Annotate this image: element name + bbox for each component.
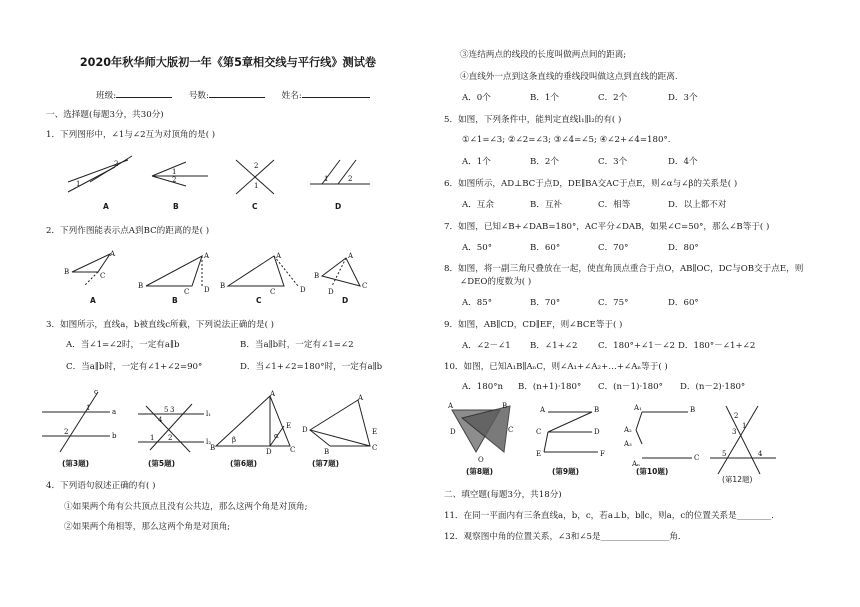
q2-figure-c [220, 252, 306, 296]
svg-text:B: B [210, 444, 216, 452]
q7-option-c[interactable]: C．70° [598, 243, 629, 253]
question-10: 10．如图，已知A₁B∥AₙC，则∠A₁+∠A₂+…+∠Aₙ等于( ) [444, 362, 668, 372]
svg-text:C: C [508, 426, 514, 434]
section-1-heading: 一、选择题(每题3分，共30分) [46, 110, 164, 120]
caption-q8: (第8题) [466, 467, 494, 476]
caption-q3: (第3题) [62, 459, 90, 468]
question-1: 1．下列图形中，∠1与∠2互为对顶角的是( ) [46, 130, 216, 140]
number-field[interactable] [209, 88, 265, 98]
svg-text:A₂: A₂ [624, 426, 632, 434]
question-6: 6．如图所示，AD⊥BC于点D，DE∥BA交AC于点E，则∠α与∠β的关系是( ) [444, 179, 738, 189]
q4-option-a[interactable]: A．0个 [462, 93, 491, 103]
q10-option-a[interactable]: A．180°n [462, 382, 504, 392]
q5-option-c[interactable]: C．3个 [598, 157, 628, 167]
page-title: 2020年秋华师大版初一年《第5章相交线与平行线》测试卷 [79, 56, 377, 69]
svg-text:2: 2 [348, 175, 353, 183]
q5-option-a[interactable]: A．1个 [462, 157, 491, 167]
svg-text:A: A [270, 390, 276, 398]
svg-text:α: α [274, 432, 279, 440]
q7-option-d[interactable]: D．80° [668, 243, 699, 253]
figure-q12 [710, 406, 776, 474]
question-7: 7．如图，已知∠B+∠DAB=180°，AC平分∠DAB，如果∠C=50°，那么∠B等于( ) [444, 222, 770, 232]
caption-q10: (第10题) [636, 467, 669, 476]
q9-option-c[interactable]: C．180°+∠1－∠2 [598, 341, 675, 351]
svg-text:4: 4 [158, 416, 163, 424]
q7-option-a[interactable]: A．50° [462, 243, 493, 253]
svg-text:2: 2 [114, 160, 119, 168]
svg-text:1: 1 [86, 404, 91, 412]
svg-text:A: A [276, 252, 282, 260]
q2-label-a: A [90, 296, 96, 305]
q9-option-a[interactable]: A．∠2－∠1 [462, 341, 511, 351]
svg-text:2: 2 [168, 434, 173, 442]
figure-q9 [536, 406, 605, 458]
svg-text:1: 1 [324, 175, 329, 183]
svg-text:B: B [690, 406, 696, 414]
q2-figure-b [138, 252, 210, 296]
question-4: 4．下列语句叙述正确的有( ) [46, 481, 156, 491]
q8-option-a[interactable]: A．85° [462, 298, 493, 308]
q8-option-c[interactable]: C．75° [598, 298, 629, 308]
q2-figures [60, 248, 370, 296]
q3-option-a[interactable]: A．当∠1=∠2时，一定有a∥b [66, 340, 180, 350]
q1-label-a: A [103, 202, 109, 211]
svg-text:B: B [220, 282, 226, 290]
q1-label-b: B [173, 202, 179, 211]
caption-q9: (第9题) [552, 467, 580, 476]
svg-text:5: 5 [164, 406, 169, 414]
svg-text:A₁: A₁ [634, 404, 642, 412]
q2-label-d: D [342, 296, 349, 305]
q9-option-b[interactable]: B．∠1+∠2 [530, 341, 578, 351]
svg-text:F: F [600, 450, 605, 458]
svg-text:β: β [232, 436, 237, 444]
class-field[interactable] [116, 88, 172, 98]
question-12: 12．观察图中角的位置关系，∠3和∠5是________________角． [444, 532, 687, 542]
svg-text:D: D [302, 426, 308, 434]
q1-figure-c [236, 160, 274, 194]
q6-option-b[interactable]: B．互补 [530, 200, 563, 210]
svg-text:5: 5 [722, 450, 727, 458]
svg-text:a: a [112, 408, 117, 416]
q3-option-b[interactable]: B．当a∥b时，一定有∠1=∠2 [240, 340, 354, 350]
svg-text:C: C [290, 446, 296, 454]
svg-text:E: E [286, 422, 292, 430]
q2-label-b: B [172, 296, 178, 305]
svg-text:2: 2 [734, 412, 739, 420]
q8-option-b[interactable]: B．70° [530, 298, 561, 308]
figure-q10 [623, 404, 699, 468]
question-8-line-1: 8．如图，将一副三角尺叠放在一起，使直角顶点重合于点O，AB∥OC，DC与OB交于点E，则 [444, 264, 804, 274]
student-info [96, 88, 370, 102]
svg-text:D: D [328, 288, 334, 296]
svg-text:D: D [300, 286, 306, 294]
svg-text:C: C [184, 288, 190, 296]
q2-label-c: C [256, 296, 262, 305]
svg-text:C: C [536, 428, 542, 436]
svg-text:B: B [324, 448, 330, 456]
svg-text:B: B [138, 282, 144, 290]
q7-option-b[interactable]: B．60° [530, 243, 561, 253]
svg-text:l₂: l₂ [206, 438, 212, 446]
svg-text:3: 3 [732, 428, 737, 436]
svg-text:3: 3 [170, 406, 175, 414]
svg-text:1: 1 [742, 422, 747, 430]
q1-figures [60, 152, 370, 207]
svg-text:B: B [314, 272, 320, 280]
q6-option-d[interactable]: D．以上都不对 [668, 200, 727, 210]
q4-item-2: ②如果两个角相等，那么这两个角是对顶角; [64, 522, 231, 532]
q4-item-4: ④直线外一点到这条直线的垂线段叫做这点到直线的距离. [460, 72, 678, 82]
left-figures-row [40, 390, 390, 458]
q10-option-d[interactable]: D．(n－2)·180° [680, 382, 746, 392]
q3-option-c[interactable]: C．当a∥b时，一定有∠1+∠2=90° [66, 362, 203, 372]
question-3: 3．如图所示，直线a，b被直线c所截，下列说法正确的是( ) [46, 320, 274, 330]
svg-text:b: b [112, 432, 117, 440]
q5-option-d[interactable]: D．4个 [668, 157, 698, 167]
name-field[interactable] [302, 88, 370, 98]
svg-text:B: B [594, 406, 600, 414]
svg-text:4: 4 [758, 450, 763, 458]
q10-option-c[interactable]: C．(n－1)·180° [598, 382, 663, 392]
right-figures-row [448, 402, 778, 480]
svg-text:C: C [100, 272, 106, 280]
number-label: 号数: [188, 91, 209, 101]
svg-text:A: A [204, 252, 210, 260]
q4-item-1: ①如果两个角有公共顶点且没有公共边，那么这两个角是对顶角; [64, 502, 308, 512]
figure-q5 [138, 404, 211, 452]
question-11: 11．在同一平面内有三条直线a，b，c，若a⊥b，b∥c，则a，c的位置关系是________． [444, 511, 780, 521]
svg-text:D: D [450, 428, 456, 436]
q1-label-c: C [252, 202, 258, 211]
q4-option-c[interactable]: C．2个 [598, 93, 628, 103]
caption-q7: (第7题) [312, 459, 340, 468]
svg-text:c: c [94, 388, 98, 396]
question-8-line-2: ∠DEO的度数为( ) [460, 277, 532, 287]
figure-q3 [42, 388, 117, 452]
q1-figure-d [310, 160, 370, 184]
caption-q5: (第5题) [148, 459, 176, 468]
class-label: 班级: [96, 91, 117, 101]
svg-text:1: 1 [254, 182, 259, 190]
question-5: 5．如图，下列条件中，能判定直线l₁∥l₂的有( ) [444, 115, 622, 125]
q9-option-d[interactable]: D．180°－∠1+∠2 [678, 341, 756, 351]
figure-q7 [302, 394, 377, 456]
q4-option-d[interactable]: D．3个 [668, 93, 698, 103]
q4-item-3: ③连结两点的线段的长度叫做两点间的距离; [460, 50, 627, 60]
svg-text:C: C [362, 282, 368, 290]
question-2: 2．下列作图能表示点A到BC的距离的是( ) [46, 226, 210, 236]
question-9: 9．如图，AB∥CD，CD∥EF，则∠BCE等于( ) [444, 320, 623, 330]
svg-text:1: 1 [172, 168, 177, 176]
q1-label-d: D [335, 202, 342, 211]
svg-text:1: 1 [76, 180, 81, 188]
svg-text:B: B [502, 402, 508, 410]
svg-text:C: C [270, 288, 276, 296]
svg-text:A: A [110, 250, 116, 258]
q5-option-b[interactable]: B．2个 [530, 157, 559, 167]
svg-text:C: C [372, 444, 378, 452]
svg-text:D: D [204, 286, 210, 294]
section-2-heading: 二、填空题(每题3分，共18分) [444, 490, 562, 500]
caption-q12: (第12题) [722, 475, 753, 484]
q4-option-b[interactable]: B．1个 [530, 93, 559, 103]
svg-text:2: 2 [64, 428, 69, 436]
svg-text:Aₙ: Aₙ [632, 460, 641, 468]
svg-text:C: C [694, 454, 700, 462]
q6-option-a[interactable]: A．互余 [462, 200, 494, 210]
q2-figure-d [314, 252, 367, 296]
svg-text:l₁: l₁ [206, 410, 212, 418]
q8-option-d[interactable]: D．60° [668, 298, 699, 308]
svg-text:O: O [478, 456, 484, 464]
svg-text:A₃: A₃ [624, 440, 632, 448]
q1-figure-b [152, 162, 208, 186]
q3-option-d[interactable]: D．当∠1+∠2=180°时，一定有a∥b [240, 362, 383, 372]
svg-text:2: 2 [254, 162, 259, 170]
svg-text:E: E [372, 428, 378, 436]
figure-q8 [447, 402, 513, 464]
q6-option-c[interactable]: C．相等 [598, 200, 631, 210]
q5-conditions: ①∠1=∠3; ②∠2=∠3; ③∠4=∠5; ④∠2+∠4=180°. [462, 135, 671, 145]
figure-q6 [210, 390, 295, 456]
svg-text:A: A [358, 394, 364, 402]
svg-text:D: D [594, 428, 600, 436]
q10-option-b[interactable]: B．(n+1)·180° [518, 382, 582, 392]
svg-text:2: 2 [172, 176, 177, 184]
svg-text:E: E [536, 450, 542, 458]
caption-q6: (第6题) [230, 459, 258, 468]
svg-text:A: A [348, 252, 354, 260]
svg-text:1: 1 [150, 434, 155, 442]
svg-text:A: A [540, 406, 546, 414]
svg-text:A: A [448, 402, 454, 410]
svg-text:D: D [266, 448, 272, 456]
q1-figure-a [68, 156, 132, 192]
svg-text:B: B [64, 268, 70, 276]
q2-figure-a [64, 250, 116, 286]
name-label: 姓名: [281, 91, 302, 101]
